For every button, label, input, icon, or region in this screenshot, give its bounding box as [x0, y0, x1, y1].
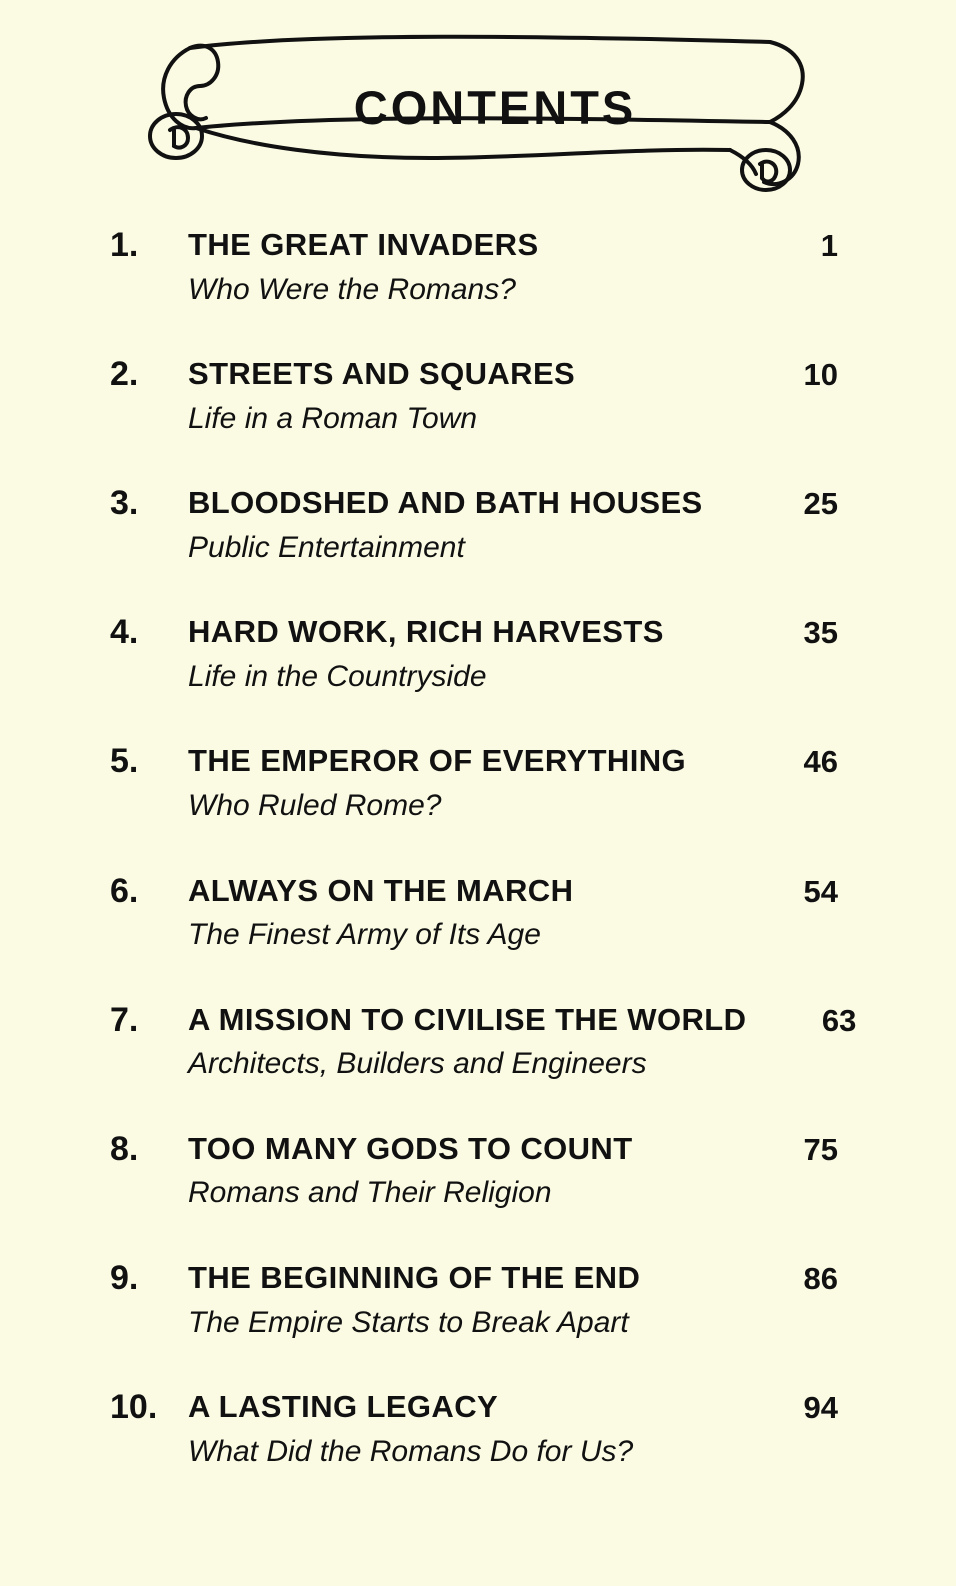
toc-page-number: 86 — [803, 1260, 838, 1296]
toc-title: THE BEGINNING OF THE END — [188, 1259, 641, 1295]
toc-number: 8. — [110, 1129, 139, 1168]
toc-title: HARD WORK, RICH HARVESTS — [188, 614, 664, 650]
toc-entry[interactable] — [0, 1000, 956, 1082]
toc-subtitle: Who Were the Romans? — [188, 272, 516, 306]
toc-entry[interactable] — [0, 615, 956, 694]
toc-subtitle: Life in the Countryside — [188, 660, 487, 694]
toc-page-number: 25 — [803, 486, 838, 522]
toc-number: 3. — [110, 484, 139, 523]
toc-page-number: 1 — [820, 228, 838, 263]
toc-subtitle: Who Ruled Rome? — [188, 789, 442, 823]
toc-title: TOO MANY GODS TO COUNT — [188, 1130, 633, 1166]
table-of-contents — [0, 210, 956, 1469]
toc-number: 4. — [110, 613, 139, 652]
toc-page-number: 75 — [803, 1131, 838, 1167]
toc-entry[interactable] — [0, 871, 956, 953]
toc-number: 9. — [110, 1258, 139, 1297]
contents-banner — [0, 0, 956, 210]
toc-entry[interactable] — [0, 1129, 956, 1211]
toc-page-number: 94 — [803, 1389, 838, 1425]
toc-page-number: 54 — [803, 873, 838, 909]
toc-page-number: 10 — [803, 357, 838, 393]
toc-number: 10. — [110, 1387, 158, 1426]
toc-title: A MISSION TO CIVILISE THE WORLD — [188, 1001, 747, 1037]
toc-entry[interactable] — [0, 486, 956, 565]
toc-title: THE GREAT INVADERS — [188, 227, 539, 262]
toc-subtitle: The Empire Starts to Break Apart — [188, 1305, 629, 1339]
toc-title: ALWAYS ON THE MARCH — [188, 872, 574, 908]
toc-entry[interactable] — [0, 1387, 956, 1469]
toc-subtitle: Public Entertainment — [188, 530, 465, 564]
toc-subtitle: Life in a Roman Town — [188, 401, 478, 435]
toc-title: A LASTING LEGACY — [188, 1388, 499, 1424]
toc-subtitle: Architects, Builders and Engineers — [188, 1047, 647, 1081]
toc-number: 5. — [110, 742, 139, 781]
toc-title: STREETS AND SQUARES — [188, 356, 576, 392]
toc-number: 6. — [110, 871, 139, 910]
toc-entry[interactable] — [0, 1258, 956, 1340]
page-title: CONTENTS — [353, 81, 637, 134]
toc-page-number: 63 — [821, 1002, 857, 1038]
toc-title: THE EMPEROR OF EVERYTHING — [188, 743, 687, 779]
toc-subtitle: Romans and Their Religion — [188, 1176, 552, 1210]
toc-entry[interactable] — [0, 228, 956, 307]
toc-page-number: 35 — [803, 615, 838, 651]
toc-page-number: 46 — [803, 744, 838, 780]
toc-number: 1. — [110, 226, 139, 264]
toc-title: BLOODSHED AND BATH HOUSES — [188, 485, 703, 521]
toc-number: 2. — [110, 355, 139, 394]
toc-subtitle: The Finest Army of Its Age — [188, 918, 541, 952]
toc-subtitle: What Did the Romans Do for Us? — [188, 1434, 634, 1468]
toc-entry[interactable] — [0, 357, 956, 436]
toc-entry[interactable] — [0, 744, 956, 823]
toc-number: 7. — [110, 1000, 139, 1039]
